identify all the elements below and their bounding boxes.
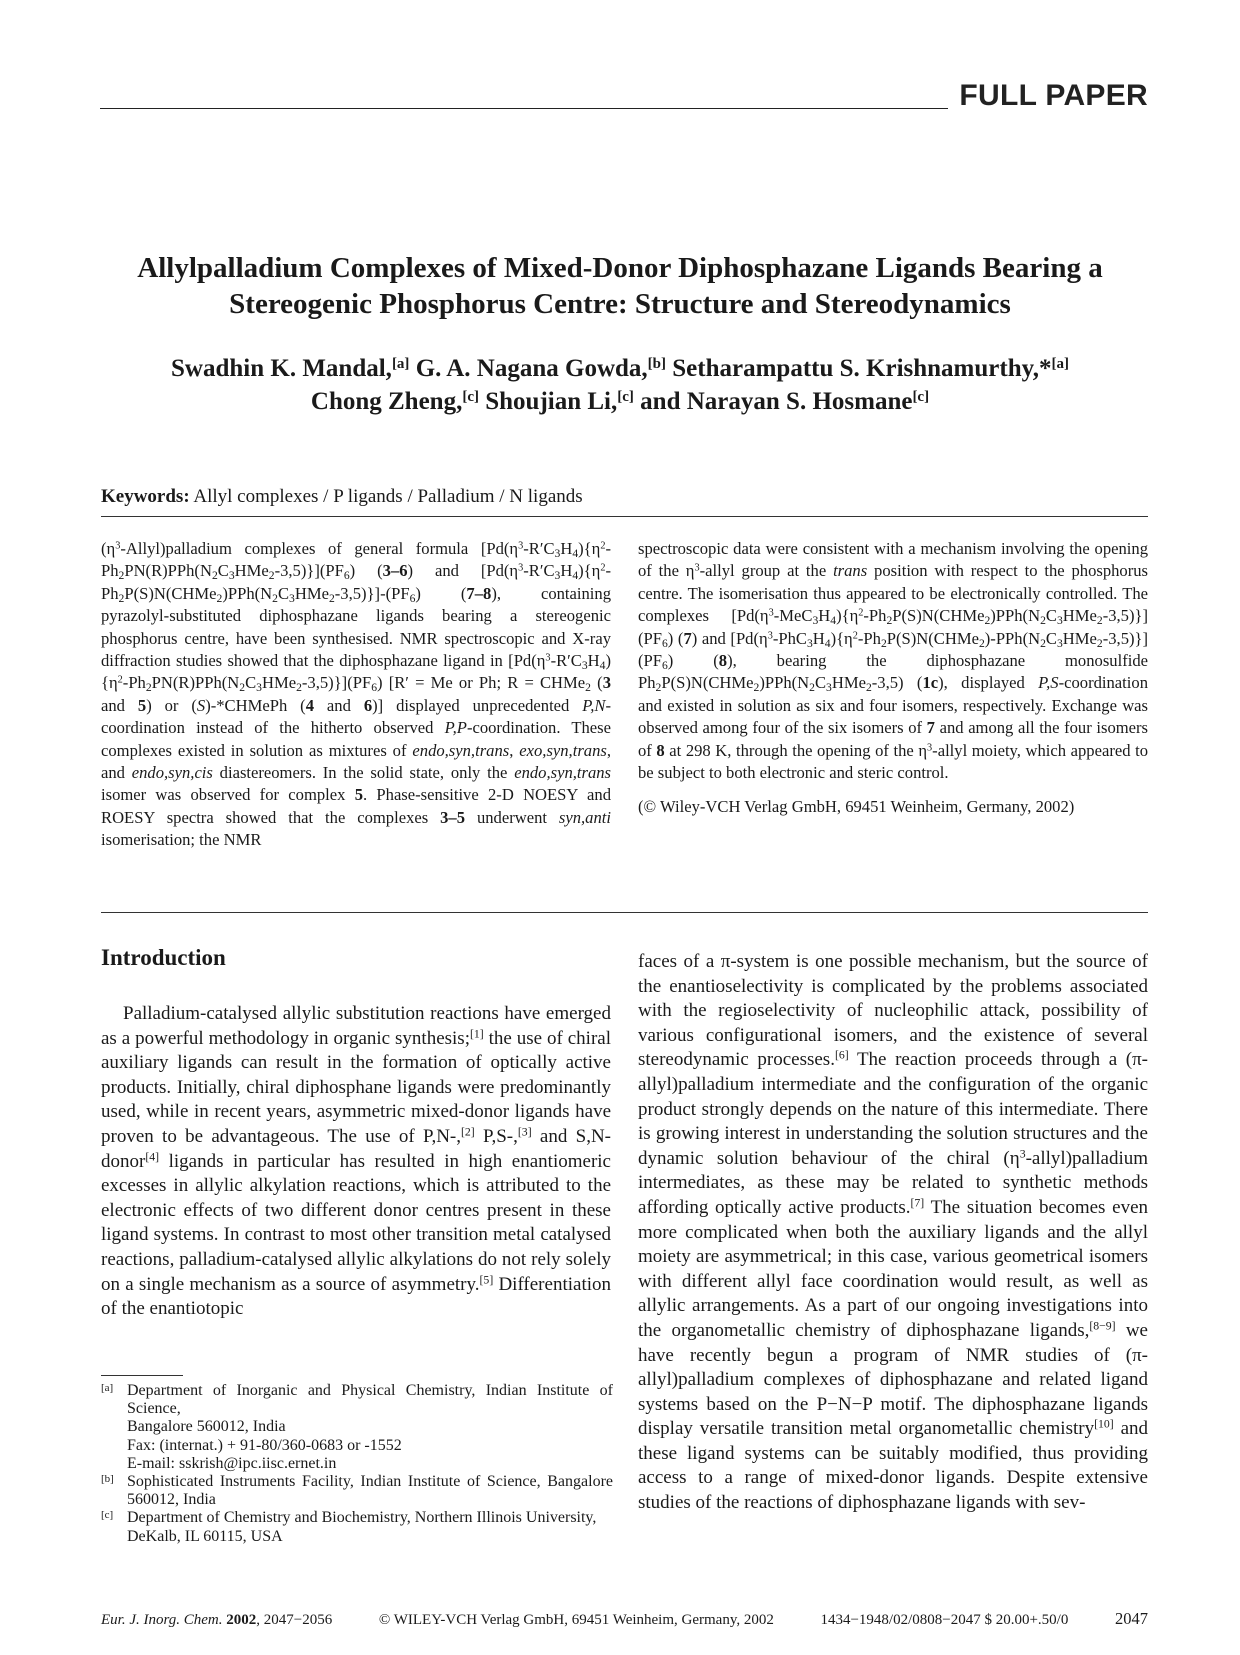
title-line-1: Allylpalladium Complexes of Mixed-Donor Diphosphazane Ligands Bearing a: [137, 252, 1103, 284]
abstract-column-left: [101, 538, 611, 852]
footnote-line: Sophisticated Instruments Facility, Indian Institute of Science, Bangalore 560012, India: [127, 1473, 613, 1509]
footnote-line: Bangalore 560012, India: [127, 1418, 286, 1436]
body-column-left: [101, 1002, 611, 1322]
abstract-top-rule: [101, 516, 1148, 517]
author-name: G. A. Nagana Gowda,: [409, 355, 648, 382]
abstract-bottom-rule: [101, 912, 1148, 913]
author-name: Swadhin K. Mandal,: [171, 355, 392, 382]
author-name: and Narayan S. Hosmane: [633, 388, 913, 415]
affiliation-mark: [a]: [1051, 355, 1069, 372]
keywords-text: Allyl complexes / P ligands / Palladium / N ligands: [193, 486, 583, 507]
affiliation-mark: [c]: [617, 388, 634, 405]
author-name: Chong Zheng,: [310, 388, 463, 415]
journal-year: 2002: [226, 1612, 257, 1628]
authors-line-2: [60, 385, 1180, 418]
footnote-mark: [a]: [101, 1382, 114, 1394]
issn-price: 1434−1948/02/0808−2047 $ 20.00+.50/0: [820, 1612, 1069, 1628]
affiliation-mark: [b]: [647, 355, 667, 372]
footnote-line: Department of Chemistry and Biochemistry, Northern Illinois University,: [127, 1509, 597, 1527]
footnote-c: [101, 1509, 613, 1545]
body-paragraph: faces of a π-system is one possible mechanism, but the source of the enantioselectivity is complicated by the problems associated with the regioselectivity of nucleophilic attack, possibility of various configurational isomers, and the existence of several stereodynamic processes.[6] The reaction proceeds through a (π-allyl)palladium intermediate and the configuration of the organic product strongly depends on the nature of this intermediate. There is growing interest in understanding the solution structures and the dynamic solution behaviour of the chiral $(\eta^3-allyl)palladium$ intermediates, as these may be related to synthetic methods affording optically active products.[7] The situation becomes even more complicated when both the auxiliary ligands and the allyl moiety are asymmetrical; in this case, various geometrical isomers with different allyl face coordination would result, as well as allylic arrangements. As a part of our ongoing investigations into the organometallic chemistry of diphosphazane ligands,[8−9] we have recently begun a program of NMR studies of (π-allyl)palladium complexes of diphosphazane and related ligand systems based on the P−N−P motif. The diphosphazane ligands display versatile transition metal organometallic chemistry[10] and these ligand systems can be suitably modified, thus providing access to a range of mixed-donor ligands. Despite extensive studies of the reactions of diphosphazane ligands with sev-: [638, 951, 1149, 1514]
section-label: FULL PAPER: [959, 79, 1148, 112]
section-heading: Introduction: [101, 945, 226, 970]
footnote-line: DeKalb, IL 60115, USA: [127, 1527, 283, 1545]
affiliation-mark: [c]: [912, 388, 930, 405]
page-number: 2047: [1114, 1609, 1148, 1628]
affiliation-mark: [a]: [391, 355, 410, 372]
copyright-notice: (© Wiley-VCH Verlag GmbH, 69451 Weinheim, Germany, 2002): [638, 797, 1075, 817]
body-paragraph: Palladium-catalysed allylic substitution reactions have emerged as a powerful methodology in organic synthesis;[1] the use of chiral auxiliary ligands can result in the formation of optically active products. Initially, chiral diphosphane ligands were predominantly used, while in recent years, asymmetric mixed-donor ligands have proven to be advantageous. The use of P,N-,[2] P,S-,[3] and S,N-donor[4] ligands in particular has resulted in high enantiomeric excesses in allylic alkylation reactions, which is attributed to the electronic effects of two different donor centres present in these ligand systems. In contrast to most other transition metal catalysed reactions, palladium-catalysed allylic alkylations do not rely solely on a single mechanism as a source of asymmetry.[5] Differentiation of the enantiotopic: [101, 1003, 611, 1320]
header-rule: [100, 108, 948, 109]
authors-line-1: [60, 352, 1180, 385]
abstract-text: $(\eta^3-Allyl)palladium$ complexes of general formula $[Pd(\eta^3-R'C_3H_4)\{\eta^2-Ph_2PN(R)PPh(N_2C_3HMe_2-3,5)\}](PF_6)$ (3–6) and $[Pd(\eta^3-R'C_3H_4)\{\eta^2-Ph_2P(S)N(CHMe_2)PPh(N_2C_3HMe_2-3,5)\}]-(PF_6)$ (7–8), containing pyrazolyl-substituted diphosphazane ligands bearing a stereogenic phosphorus centre, have been synthesised. NMR spectroscopic and X-ray diffraction studies showed that the diphosphazane ligand in $[Pd(\eta^3-R'C_3H_4)\{\eta^2-Ph_2PN(R)PPh(N_2C_3HMe_2-3,5)\}](PF_6) [R' = Me$ or Ph; R = CHMe$_2$ (3 and 5) or (S)-*CHMePh (4 and 6)] displayed unprecedented P,N-coordination instead of the hitherto observed P,P-coordination. These complexes existed in solution as mixtures of endo,syn,trans, exo,syn,trans, and endo,syn,cis diastereomers. In the solid state, only the endo,syn,trans isomer was observed for complex 5. Phase-sensitive 2-D NOESY and ROESY spectra showed that the complexes 3–5 underwent syn,anti isomerisation; the NMR: [101, 539, 612, 850]
author-name: Setharampattu S. Krishnamurthy,*: [666, 355, 1052, 382]
journal-citation: [101, 1612, 332, 1629]
affiliation-mark: [c]: [462, 388, 479, 405]
footnote-a: [101, 1382, 613, 1473]
title-line-2: Stereogenic Phosphorus Centre: Structure and Stereodynamics: [229, 288, 1011, 320]
page-footer: [101, 1609, 1148, 1629]
footnote-b: [101, 1473, 613, 1509]
abstract-text: spectroscopic data were consistent with a mechanism involving the opening of the $\eta^3$-allyl group at the trans position with respect to the phosphorus centre. The isomerisation thus appeared to be electronically controlled. The complexes $[Pd(\eta^3-MeC_3H_4)\{\eta^2-Ph_2P(S)N(CHMe_2)PPh(N_2C_3HMe_2-3,5)\}](PF_6)$ (7) and $[Pd(\eta^3-PhC_3H_4)\{\eta^2-Ph_2P(S)N(CHMe_2)-PPh(N_2C_3HMe_2-3,5)\}](PF_6)$ (8), bearing the diphosphazane monosulfide $Ph_2P(S)N(CHMe_2)PPh(N_2C_3HMe_2-3,5)$ (1c), displayed P,S-coordination and existed in solution as six and four isomers, respectively. Exchange was observed among four of the six isomers of 7 and among all the four isomers of 8 at 298 K, through the opening of the $\eta^3$-allyl moiety, which appeared to be subject to both electronic and steric control.: [638, 539, 1149, 783]
footnote-line: Fax: (internat.) + 91-80/360-0683 or -1552: [127, 1436, 402, 1454]
author-list: [60, 352, 1180, 418]
author-name: Shoujian Li,: [479, 388, 618, 415]
paper-title: [60, 250, 1180, 322]
body-column-right: [638, 950, 1148, 1516]
keywords: [101, 486, 583, 508]
affiliation-footnotes: [101, 1382, 613, 1546]
footnote-mark: [c]: [101, 1509, 114, 1522]
keywords-label: Keywords:: [101, 486, 190, 507]
abstract-column-right: [638, 538, 1148, 819]
footnote-rule: [101, 1375, 183, 1376]
footnote-line: Department of Inorganic and Physical Chemistry, Indian Institute of Science,: [127, 1382, 613, 1418]
journal-name: Eur. J. Inorg. Chem.: [101, 1612, 223, 1628]
publisher-copyright: © WILEY-VCH Verlag GmbH, 69451 Weinheim, Germany, 2002: [378, 1612, 774, 1628]
footnote-mark: [b]: [101, 1473, 114, 1486]
journal-pages: , 2047−2056: [256, 1612, 333, 1628]
footnote-email: E-mail: sskrish@ipc.iisc.ernet.in: [127, 1454, 337, 1472]
